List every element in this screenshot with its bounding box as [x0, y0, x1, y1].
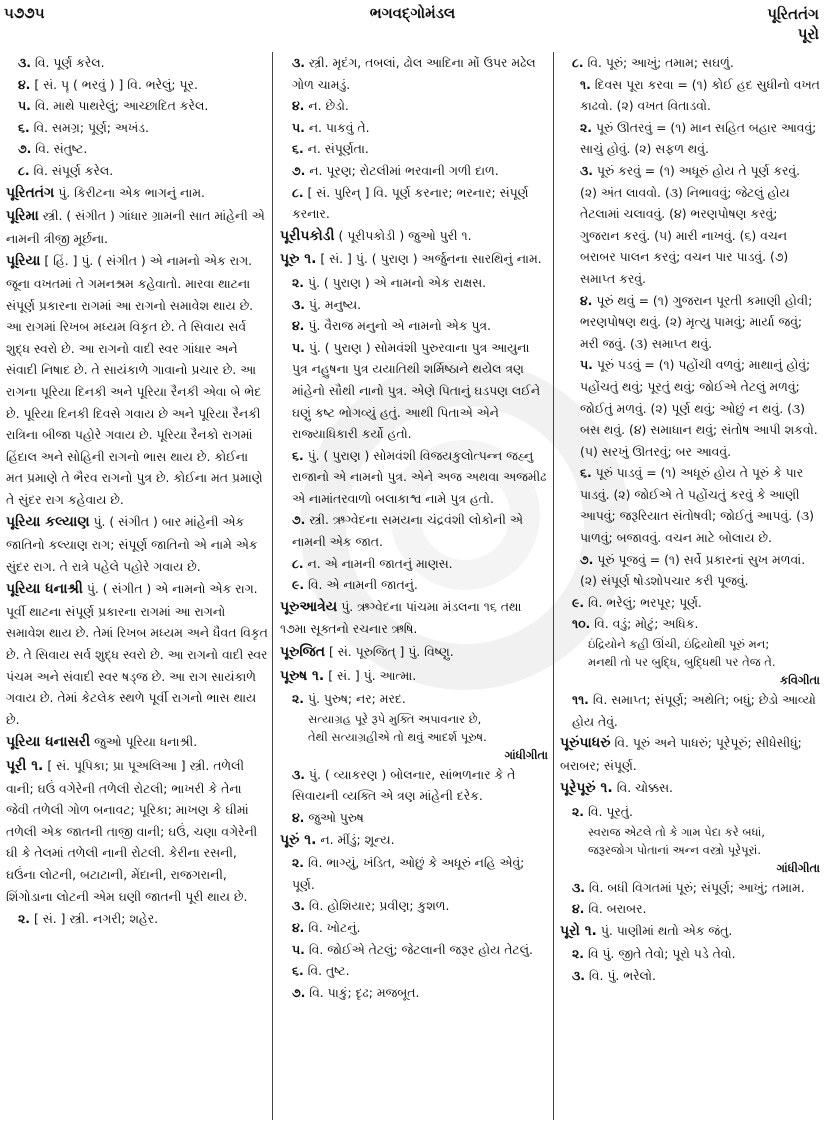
sense-number: ૭. [292, 512, 306, 528]
sense-text: વિ. બરાબર. [588, 901, 647, 917]
sense [280, 982, 548, 1004]
definition-text: [ હિં. ] પું. ( સંગીત ) એ નામનો એક રાગ. જૂના વખતમાં તે ગમનશ્રમ કહેવાતો. મારવા થાટના સંપૂર્ણ પ્રકારના રાગમાં આ રાગનો સમાવેશ થાય છે. આ રાગમાં રિખબ મધ્યમ વિકૃત છે. તે સિવાય સર્વ શુદ્ધ સ્વરો છે. આ રાગનો વાદી સ્વર ગાંધાર અને સંવાદી નિષાદ છે. તે સાયંકાળે ગાવાનો પ્રચાર છે. આ રાગના પૂરિયા દિનકી અને પૂરિયા રૈનકી એવા બે ભેદ છે. પૂરિયા દિનકી દિવસે ગવાય છે અને પૂરિયા રૈનકી રાત્રિના બીજા પહોરે ગવાય છે. પૂરિયા રૈનકો રાગમાં હિંદાલ અને સોહિની રાગનો ભાસ થાય છે. કોઈના મત પ્રમાણે તે ભૈરવ રાગનો પુત્ર છે. કોઈના મત પ્રમાણે તે સુંદર રાગ કહેવાય છે. [6, 253, 263, 507]
definition-text: [ સં. પૂરુજિત્ ] પું. વિષ્ણુ. [329, 644, 454, 660]
sense-number: ૨. [18, 911, 30, 927]
sense-number: ૫. [580, 357, 593, 373]
dictionary-entry [280, 641, 548, 664]
sense-text: વિ. સમગ્ર; પૂર્ણ; અખંડ. [33, 119, 149, 135]
sense-number: ૮. [292, 184, 304, 200]
sense-text: વિ. પૂર્ણ કરેલ. [34, 55, 105, 70]
sense-number: ૮. [18, 162, 30, 178]
column-divider [553, 52, 554, 1120]
sense [280, 960, 548, 982]
sense-text: ન. પાકવું તે. [308, 119, 370, 135]
sense-number: ૮. [292, 555, 304, 571]
headword: પૂરિમા [6, 208, 39, 225]
idiom-sense [560, 462, 820, 548]
sense-number: ૨. [292, 691, 304, 707]
sense-number: ૬. [580, 465, 592, 481]
sense-text: પૂરું કરવું = (૧) અધૂરું હોય તે પૂર્ણ કરવું. (૨) અંત લાવવો. (૩) નિભાવવું; જેટલું હોય તેટલામાં ચલાવવું. (૪) ભરણપોષણ કરવું; ગુજરાન કરવું. (૫) મારી નાખવું. (૬) વચન બરાબર પાલન કરવું; વચન પાર પાડવું. (૭) સમાપ્ત કરવું. [580, 162, 801, 286]
sense-text: દિવસ પૂરા કરવા = (૧) કોઈ હદ સુધીનો વખત કાઢવો. (૨) વખત વિતાડવો. [580, 76, 820, 114]
quote-line: મનથી તો પર બુદ્ધિ, બુદ્ધિથી પર તેજ તે. [588, 655, 776, 670]
headword: પૂરિયા [6, 253, 41, 270]
definition-text: ( પૂરીપકોડી ) જુઓ પુરી ૧. [338, 227, 472, 243]
sense-number: ૨. [572, 946, 584, 962]
sense-text: પૂરું થવું = (૧) ગુજરાન પૂરતી કમાણી હોવી; ભરણપોષણ થવું. (૨) મૃત્યુ પામવું; માર્યા જવું; મરી જવું. (૩) સમાપ્ત થવું. [580, 292, 813, 351]
sense [280, 509, 548, 552]
definition-text: વિ. પૂરું અને પાધરું; પૂરેપૂરું; સીધેસીધું; બરાબર; સંપૂર્ણ. [560, 735, 802, 773]
sense-text: ન. એ નામની જાતનું માણસ. [307, 555, 453, 571]
sense [280, 52, 548, 95]
sense-number: ૧૧. [572, 692, 589, 708]
definition-text: પું. પાણીમાં થતો એક જંતુ. [600, 922, 733, 938]
headword: પૂરુંપાધરું [560, 735, 611, 752]
headword: પૂરિયા ધનાશ્રી [6, 581, 83, 598]
sense-text: વિ. બધી વિગતમાં પૂરું; સંપૂર્ણ; આખું; તમામ. [588, 879, 805, 895]
sense-number: ૩. [572, 879, 585, 895]
sense-text: વિ. જોઈએ તેટલું; જેટલાની જરૂર હોય તેટલું. [308, 941, 533, 957]
sense [560, 943, 820, 965]
sense-text: ન. છેડો. [308, 98, 349, 114]
sense-number: ૯. [292, 577, 305, 593]
sense-text: વિ. ભરેલું; ભરપૂર; પૂર્ણ. [588, 594, 702, 610]
dictionary-entry [6, 731, 268, 754]
sense [560, 613, 820, 635]
book-title: ભગવદ્ગોમંડલ [369, 4, 456, 22]
sense-number: ૪. [292, 810, 305, 825]
sense-text: પૂરું પાડવું = (૧) અધૂરું હોય તે પૂરું કે પાર પાડવું. (૨) જોઈએ તે પહોંચતું કરવું કે આણી આપવું; જરૂરિયાત સંતોષવી; જોઈતું આપવું. (૩) પાળવું; બજાવવું. વચન માટે બોલાય છે. [580, 465, 815, 546]
sense-text: પું. ( પુરાણ ) સોમવંશી વિજયકુલોત્પન્ન જહ્નુ રાજાનો એ નામનો પુત્ર. એને અજ અથવા અજમીઢ એ નામાંતરવાળો બલાકાશ્વ નામે પુત્ર હતો. [292, 447, 547, 506]
page-number: ૫૭૭૫ [4, 4, 45, 22]
sense-text: વિ. હોશિયાર; પ્રવીણ; કુશળ. [308, 898, 450, 914]
sense-number: ૩. [292, 55, 305, 70]
sense-text: વિ. પૂરતું. [587, 804, 633, 819]
sense-text: વિ. પાકું; દૃઢ; મજબૂત. [309, 984, 420, 1000]
definition-text: [ સં. ] પું. ( પુરાણ ) અર્જુનના સારથિનું નામ. [320, 251, 542, 267]
headword: પૂરુ ૧. [280, 251, 317, 268]
sense [6, 117, 268, 139]
idiom-sense [560, 354, 820, 462]
sense-text: સ્ત્રી. મૃદંગ, તબલાં, ઢોલ આદિના મોં ઉપર મઢેલ ગોળ ચામડું. [292, 55, 536, 92]
definition-text: પું. કિરીટના એક ભાગનું નામ. [58, 184, 205, 200]
sense [280, 182, 548, 225]
idiom-sense [560, 290, 820, 355]
sense-number: ૩. [572, 967, 585, 983]
dictionary-entry [6, 205, 268, 249]
sense-text: પું. ( વ્યાકરણ ) બોલનાર, સાંભળનાર કે તે સિવાયની વ્યક્તિ એ ત્રણ માંહેની દરેક. [292, 766, 516, 804]
sense-number: ૩. [292, 296, 305, 312]
sense-number: ૮. [572, 55, 584, 70]
sense-text: વિ. સંપૂર્ણ કરેલ. [33, 162, 114, 178]
sense [560, 801, 820, 823]
sense-text: પૂરું પૂજવું = (૧) સર્વે પ્રકારનાં સુખ મળવાં. (૨) સંપૂર્ણ ષોડશોપચાર કરી પૂજવું. [580, 551, 806, 589]
sense-text: પું. પુરુષ; નર; મરદ. [307, 691, 406, 707]
sense-text: વિ. તુષ્ટ. [307, 963, 350, 979]
sense-number: ૨. [292, 855, 304, 871]
dictionary-entry [6, 511, 268, 577]
sense [280, 117, 548, 139]
idiom-sense [560, 74, 820, 117]
sense-number: ૫. [292, 119, 305, 135]
column-divider [272, 52, 273, 1120]
sense [280, 315, 548, 337]
sense [6, 95, 268, 117]
sense-number: ૬. [18, 119, 30, 135]
quote-line: સત્યાગ્રહ પૂરે રૂપે મુક્તિ અપાવનાર છે, [308, 711, 482, 726]
sense-number: ૭. [580, 551, 594, 567]
definition-text: [ સં. પૂપિકા; પ્રા પૂઅલિઆ ] સ્ત્રી. તળેલી વાની; ઘઉં વગેરેની તળેલી રોટલી; ભાખરી કે તેના જેવી તળેલી ગોળ બનાવટ; પૂરિકા; માખણ કે ઘીમાં તળેલી એક જાતની તાજી વાની; ઘઉં, ચણા વગેરેની ઘી કે તેલમાં તળેલી નાની રોટલી. કેરીના રસની, ઘઉંના લોટની, બટાટાની, મેંદાની, રાજગરાની, શિંગોડાના લોટની એમ ઘણી જાતની પૂરી થાય છે. [6, 758, 258, 904]
sense-number: ૫. [292, 941, 305, 957]
definition-text: પું. ઋગ્વેદના પાંચમા મંડલના ૧૬ તથા ૧૭મા સૂક્તનો રચનાર ઋષિ. [280, 598, 522, 637]
sense [560, 52, 820, 74]
definition-text: પું. ( સંગીત ) બાર માંહેની એક જાતિનો કલ્યાણ રાગ; સંપૂર્ણ જાતિનો એ નામે એક સુંદર રાગ. તે રાત્રે પહેલે પહોરે ગવાય છે. [6, 514, 258, 574]
quote-source: ગાંધીગીતા [504, 747, 548, 762]
sense-text: પું. ( પુરાણ ) એ નામનો એક રાક્ષસ. [307, 274, 487, 290]
sense [280, 574, 548, 596]
sense-text: વિ. ભાગ્યું, ખંડિત, ઓછું કે અધૂરું નહિ એવું; પૂર્ણ. [292, 855, 525, 892]
sense-number: ૯. [572, 594, 585, 610]
sense-number: ૪. [292, 98, 305, 114]
definition-text: [ સં. ] પું. આત્મા. [328, 667, 417, 683]
column-1 [6, 52, 268, 930]
quote-line: ઇંદ્રિયોને કહી ઊંચી, ઇંદ્રિયોથી પૂરું મન; [588, 637, 770, 652]
quote-line: જરૂરજોગ પોતાનાં અન્ન વસ્ત્રો પૂરેપૂરાં. [588, 842, 761, 857]
dictionary-entry [6, 578, 268, 730]
sense [280, 553, 548, 575]
sense-text: વિ. માથે પાથરેલું; આચ્છાદિત કરેલ. [34, 98, 209, 114]
headword: પૂરેપૂરું ૧. [560, 780, 613, 797]
headword: પૂરિતતંગ [6, 184, 55, 201]
sense-number: ૪. [292, 318, 305, 334]
sense-text: પું. મનુષ્ય. [308, 296, 362, 312]
sense-text: [ સં. ] સ્ત્રી. નગરી; શહેર. [33, 911, 159, 927]
quote-line: તેથી સત્યાગ્રહીએ તો થવું આદર્શ પૂરુષ. [308, 729, 487, 744]
sense [560, 592, 820, 614]
dictionary-entry [6, 182, 268, 205]
sense [280, 852, 548, 895]
definition-text: ન. મીંડું; શૂન્ય. [320, 831, 395, 847]
sense-text: પૂરું પડવું = (૧) પહોંચી વળવું; માથાનું હોવું; પહોંચતું થવું; પૂરતું થવું; જોઈએ તેટલું મળવું; જોઈતું મળવું. (૨) પૂર્ણ થવું; ઓછું ન થવું. (૩) બસ થવું. (૪) સમાધાન થવું; સંતોષ આપી શકવો. (૫) સરખું ઊતરવું; બર આવવું. [580, 357, 818, 459]
sense-text: વિ. વડું; મોટું; અધિક. [594, 616, 699, 632]
sense-number: ૭. [292, 984, 306, 1000]
sense-text: વિ. પું. ભરેલો. [588, 967, 656, 983]
headword: પૂરુષ ૧. [280, 667, 325, 684]
sense [280, 939, 548, 961]
sense-number: ૪. [580, 292, 593, 308]
sense-number: ૨. [572, 804, 584, 819]
headword: પૂરી ૧. [6, 758, 44, 774]
idiom-sense [560, 160, 820, 290]
sense-number: ૧. [580, 76, 591, 92]
sense-text: વિ. સમાપ્ત; સંપૂર્ણ; અથેતિ; બધું; છેડો આવ્યો હોય તેવું. [572, 692, 816, 729]
sense-number: ૭. [292, 162, 306, 178]
dictionary-entry [6, 250, 268, 510]
quote-source: કવિગીતા [779, 673, 820, 688]
definition-text: સ્ત્રી. ( સંગીત ) ગાંધાર ગ્રામની સાત માંહેની એ નામની ત્રીજી મૂર્છના. [6, 208, 265, 246]
quotation [280, 710, 548, 764]
headword: પૂરિયા કલ્યાણ [6, 514, 90, 531]
sense-number: ૧૦. [572, 616, 591, 632]
sense-number: ૪. [572, 901, 585, 917]
page-header [0, 0, 825, 50]
sense [280, 294, 548, 316]
definition-text: પું. ( સંગીત ) એ નામનો એક રાગ. પૂર્વી થાટના સંપૂર્ણ પ્રકારના રાગમાં આ રાગનો સમાવેશ થાય છે. તેમાં રિખબ મધ્યમ અને ધૈવત વિકૃત છે. તે સિવાય સર્વ શુદ્ધ સ્વરો છે. આ રાગનો વાદી સ્વર પંચમ અને સંવાદી સ્વર ષડ્જ છે. આ રાગ સાયંકાળે ગવાય છે. તેમાં કેટલેક સ્થળે પૂર્વી રાગનો ભાસ થાય છે. [6, 581, 268, 727]
dictionary-entry [560, 777, 820, 800]
dictionary-entry [280, 665, 548, 688]
headword: પૂરો ૧. [560, 922, 597, 939]
dictionary-entry [280, 248, 548, 271]
sense-number: ૩. [292, 766, 305, 782]
sense [280, 807, 548, 829]
dictionary-entry [280, 225, 548, 248]
sense-number: ૩. [580, 162, 593, 178]
sense-text: વિ પું. જીતે તેવો; પૂરો પડે તેવો. [587, 946, 736, 962]
headword: પૂરીપકોડી [280, 227, 335, 244]
sense-number: ૪. [292, 919, 305, 935]
sense [6, 138, 268, 160]
quote-line: સ્વરાજ એટલે તો કે ગામ પેદા કરે બધાં, [588, 824, 765, 839]
dictionary-entry [280, 596, 548, 640]
dictionary-entry [560, 732, 820, 776]
sense-text: ન. સંપૂર્ણતા. [307, 141, 369, 157]
sense [6, 908, 268, 930]
sense-text: પું. ( પુરાણ ) સોમવંશી પુરુરવાના પુત્ર આયુના પુત્ર નહુષના પુત્ર યયાતિથી શર્મિષ્ઠાને થયેલ ત્રણ માંહેનો સૌથી નાનો પુત્ર. એણે પિતાનું ઘડપણ લઈને ઘણું કષ્ટ ભોગવ્યું હતું. આથી પિતાએ એને રાજ્યાધિકારી કર્યો હતો. [292, 339, 541, 442]
sense-text: [ સં. પુરિન્ ] વિ. પૂર્ણ કરનાર; ભરનાર; સંપૂર્ણ કરનાર. [292, 184, 529, 222]
sense-text: જુઓ પુરુષ [308, 810, 364, 825]
headword: પૂરુઆત્રેય [280, 598, 338, 615]
sense-text: સ્ત્રી. ઋગ્વેદના સમયના ચંદ્રવંશી લોકોની એ નામની એક જાત. [292, 512, 523, 550]
quotation [560, 823, 820, 877]
sense-text: વિ. એ નામની જાતનું. [308, 577, 418, 593]
dictionary-entry [560, 920, 820, 943]
sense-number: ૫. [292, 339, 305, 355]
sense-text: વિ. પૂરું; આખું; તમામ; સઘળું. [587, 55, 734, 70]
sense [560, 877, 820, 899]
sense [560, 965, 820, 987]
quote-source: ગાંધીગીતા [776, 860, 820, 875]
sense [280, 895, 548, 917]
idiom-sense [560, 549, 820, 592]
sense-number: ૩. [18, 55, 31, 70]
sense [6, 160, 268, 182]
guide-words [767, 4, 819, 44]
guide-word-first: પૂરિતતંગ [767, 5, 819, 23]
sense [560, 689, 820, 732]
sense [6, 52, 268, 74]
sense-number: ૨. [580, 119, 592, 135]
column-2 [280, 52, 548, 1003]
sense [6, 74, 268, 96]
sense-number: ૪. [18, 76, 31, 92]
sense [280, 445, 548, 510]
idiom-sense [560, 117, 820, 160]
definition-text: વિ. ચોક્કસ. [616, 780, 673, 796]
headword: પૂરું ૧. [280, 831, 317, 848]
headword: પૂરિયા ધનાસરી [6, 734, 91, 751]
sense [280, 764, 548, 807]
dictionary-entry [6, 755, 268, 907]
sense-number: ૬. [292, 447, 304, 463]
sense-text: વિ. સંતુષ્ટ. [35, 141, 88, 157]
sense-text: ન. પૂરણ; રોટલીમાં ભરવાની ગળી દાળ. [309, 162, 499, 178]
headword: પૂરુજિત [280, 644, 326, 661]
sense [280, 337, 548, 445]
dictionary-entry [280, 829, 548, 852]
sense [280, 272, 548, 294]
sense-number: ૨. [292, 274, 304, 290]
sense-number: ૬. [292, 963, 304, 979]
definition-text: જુઓ પૂરિયા ધનાશ્રી. [94, 734, 198, 750]
sense-number: ૭. [18, 141, 32, 157]
sense-number: ૬. [292, 141, 304, 157]
guide-word-last: પૂરો [797, 25, 819, 43]
sense-text: પૂરું ઊતરવું = (૧) માન સહિત બહાર આવવું; સાચું હોવું. (૨) સફળ થવું. [580, 119, 817, 157]
sense-text: પું. વૈરાજ મનુનો એ નામનો એક પુત્ર. [308, 318, 491, 334]
quotation [560, 635, 820, 689]
sense [280, 160, 548, 182]
sense [560, 898, 820, 920]
sense [280, 138, 548, 160]
sense [280, 688, 548, 710]
sense-text: વિ. ખોટનું. [308, 919, 361, 935]
sense-number: ૫. [18, 98, 31, 114]
sense-text: [ સં. પૄ ( ભરવું ) ] વિ. ભરેલું; પૂર. [34, 76, 198, 92]
sense [280, 95, 548, 117]
sense-number: ૩. [292, 898, 305, 914]
column-3 [560, 52, 820, 987]
sense [280, 917, 548, 939]
